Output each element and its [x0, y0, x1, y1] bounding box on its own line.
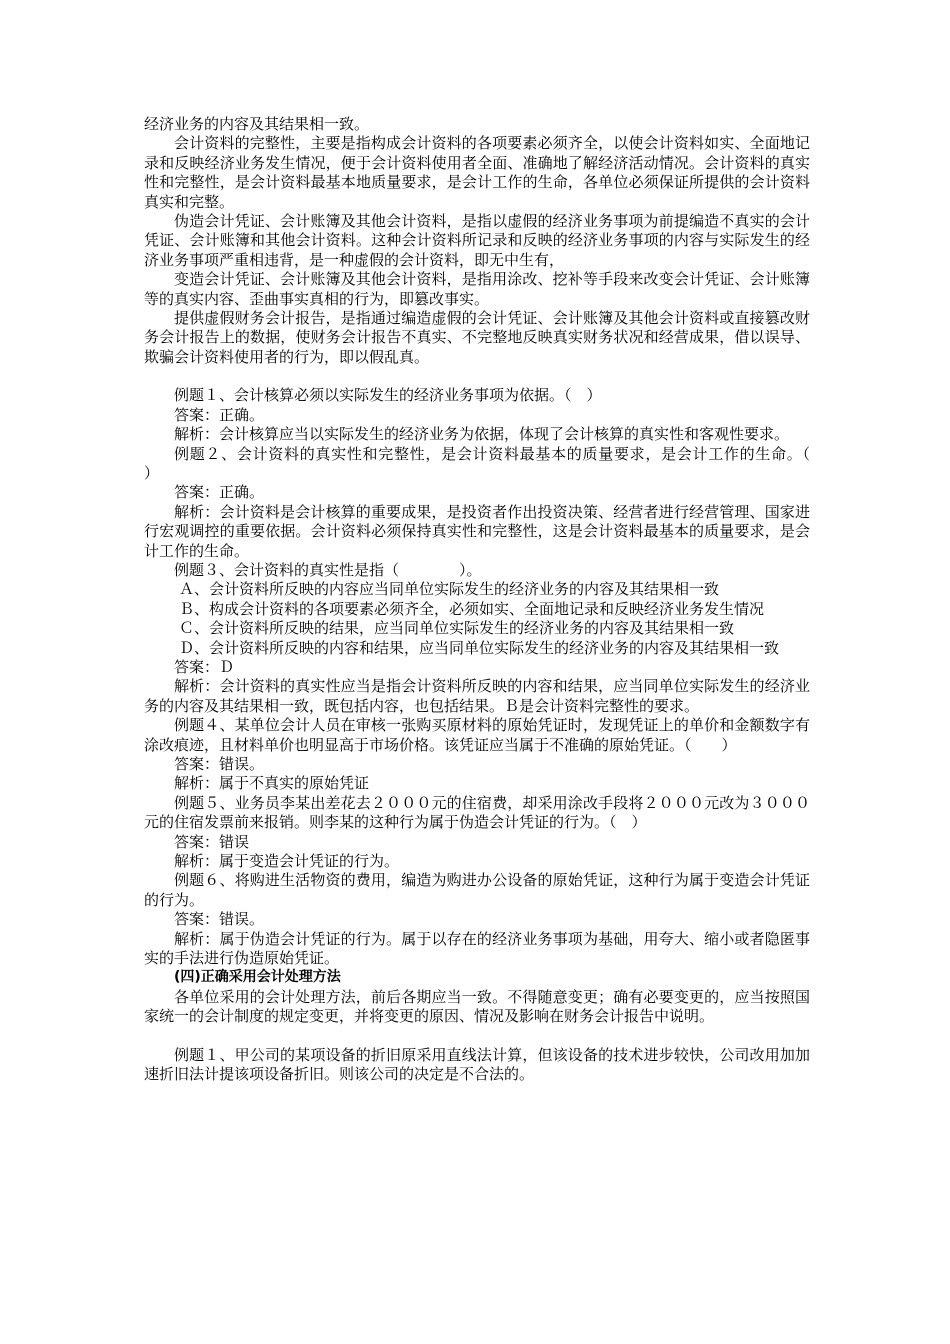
paragraph-completeness: 会计资料的完整性，主要是指构成会计资料的各项要素必须齐全，以使会计资料如实、全面地记录和反映经济业务发生情况，便于会计资料使用者全面、准确地了解经济活动情况。会计资料的真实性和完整性，是会计资料最基本地质量要求，是会计工作的生命，各单位必须保证所提供的会计资料真实和完整。	[144, 134, 810, 211]
example-6-answer: 答案：错误。	[174, 910, 265, 929]
example-4-answer: 答案：错误。	[174, 755, 265, 773]
paragraph-false-report: 提供虚假财务会计报告，是指通过编造虚假的会计凭证、会计账簿及其他会计资料或直接篡改财务会计报告上的数据，使财务会计报告不真实、不完整地反映真实财务状况和经营成果，借以误导、欺骗会计资料使用者的行为，即以假乱真。	[144, 309, 810, 366]
example-4-explanation: 解析：属于不真实的原始凭证	[174, 774, 370, 793]
example-3-explanation: 解析：会计资料的真实性应当是指会计资料所反映的内容和结果，应当同单位实际发生的经济业务的内容及其结果相一致，既包括内容，也包括结果。Ｂ是会计资料完整性的要求。	[144, 677, 810, 715]
example-5-explanation: 解析：属于变造会计凭证的行为。	[174, 852, 400, 871]
example-3-option-a: Ａ、会计资料所反映的内容应当同单位实际发生的经济业务的内容及其结果相一致	[179, 580, 720, 599]
paragraph-alteration: 变造会计凭证、会计账簿及其他会计资料，是指用涂改、挖补等手段来改变会计凭证、会计账簿等的真实内容、歪曲事实真相的行为，即篡改事实。	[144, 270, 810, 308]
section-example-1: 例题１、甲公司的某项设备的折旧原采用直线法计算，但该设备的技术进步较快，公司改用加加速折旧法计提该项设备折旧。则该公司的决定是不合法的。	[144, 1045, 810, 1084]
example-1-question: 例题１、会计核算必须以实际发生的经济业务事项为依据。（ ）	[174, 386, 602, 405]
blank-line	[144, 367, 810, 386]
section-heading: (四)正确采用会计处理方法	[174, 969, 341, 986]
example-5-answer: 答案：错误	[174, 832, 250, 851]
example-4-question: 例题４、某单位会计人员在审核一张购买原材料的原始凭证时，发现凭证上的单价和金额数字有涂改痕迹，且材料单价也明显高于市场价格。该凭证应当属于不准确的原始凭证。（ ）	[144, 716, 810, 754]
example-1-answer: 答案：正确。	[174, 405, 265, 424]
example-3-question: 例题３、会计资料的真实性是指（ ）。	[174, 560, 482, 579]
blank-line	[144, 1027, 810, 1046]
example-2-question: 例题２、会计资料的真实性和完整性，是会计资料最基本的质量要求，是会计工作的生命。（ ）	[144, 444, 856, 482]
example-3-option-c: Ｃ、会计资料所反映的结果，应当同单位实际发生的经济业务的内容及其结果相一致	[179, 619, 735, 638]
paragraph-forgery: 伪造会计凭证、会计账簿及其他会计资料，是指以虚假的经济业务事项为前提编造不真实的会计凭证、会计账簿和其他会计资料。这种会计资料所记录和反映的经济业务事项的内容与实际发生的经济业务事项严重相违背，是一种虚假的会计资料，即无中生有，	[144, 212, 810, 269]
example-3-option-d: Ｄ、会计资料所反映的内容和结果，应当同单位实际发生的经济业务的内容及其结果相一致	[179, 638, 780, 657]
section-body: 各单位采用的会计处理方法，前后各期应当一致。不得随意变更；确有必要变更的，应当按照国家统一的会计制度的规定变更，并将变更的原因、情况及影响在财务会计报告中说明。	[144, 987, 810, 1026]
example-3-answer: 答案：Ｄ	[174, 657, 235, 676]
example-3-option-b: Ｂ、构成会计资料的各项要素必须齐全，必须如实、全面地记录和反映经济业务发生情况	[179, 599, 765, 618]
example-1-explanation: 解析：会计核算应当以实际发生的经济业务为依据，体现了会计核算的真实性和客观性要求。	[174, 425, 790, 444]
example-6-question: 例题６、将购进生活物资的费用，编造为购进办公设备的原始凭证，这种行为属于变造会计凭证的行为。	[144, 871, 810, 909]
example-2-answer: 答案：正确。	[174, 483, 265, 502]
example-2-explanation: 解析：会计资料是会计核算的重要成果，是投资者作出投资决策、经营者进行经营管理、国家进行宏观调控的重要依据。会计资料必须保持真实性和完整性，这是会计资料最基本的质量要求，是会计工作的生命。	[144, 502, 810, 560]
paragraph: 经济业务的内容及其结果相一致。	[144, 115, 370, 133]
example-5-question: 例题５、业务员李某出差花去２０００元的住宿费，却采用涂改手段将２０００元改为３０００元的住宿发票前来报销。则李某的这种行为属于伪造会计凭证的行为。（ ）	[144, 793, 810, 832]
example-6-explanation: 解析：属于伪造会计凭证的行为。属于以存在的经济业务事项为基础，用夸大、缩小或者隐匿事实的手法进行伪造原始凭证。	[144, 929, 810, 968]
